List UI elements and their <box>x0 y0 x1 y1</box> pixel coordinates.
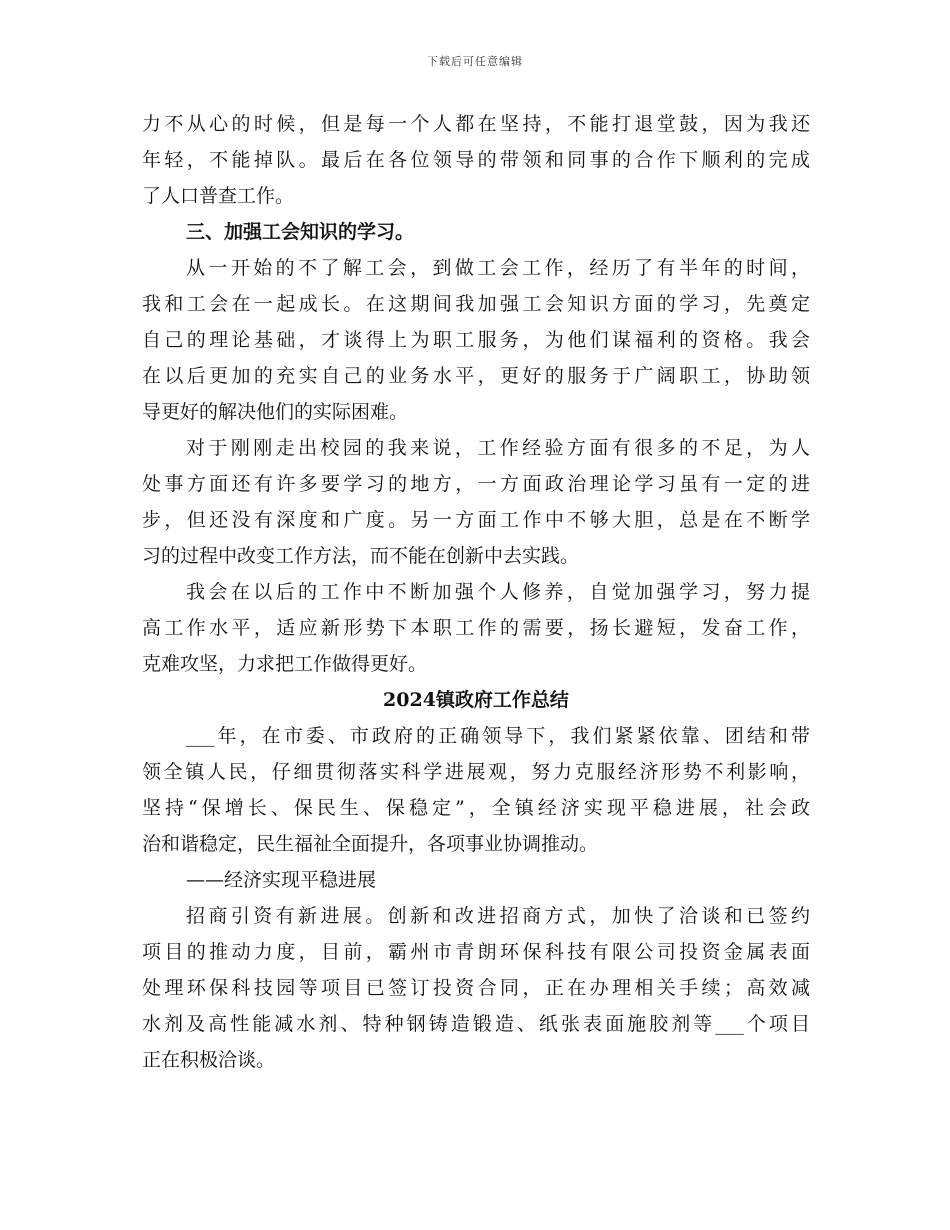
text-line: 在以后更加的充实自己的业务水平，更好的服务于广阔职工，协助领 <box>142 365 810 387</box>
text-line: 治和谐稳定，民生福祉全面提升，各项事业协调推动。 <box>142 833 599 855</box>
text-line: 年轻，不能掉队。最后在各位领导的带领和同事的合作下顺利的完成 <box>142 149 810 171</box>
text-line: 水剂及高性能减水剂、特种钢铸造锻造、纸张表面施胶剂等___个项目 <box>142 1013 810 1035</box>
text-line: 我会在以后的工作中不断加强个人修养，自觉加强学习，努力提 <box>186 581 810 603</box>
document-body <box>142 106 810 1078</box>
text-line: 习的过程中改变工作方法，而不能在创新中去实践。 <box>142 545 580 567</box>
text-line: 力不从心的时候，但是每一个人都在坚持，不能打退堂鼓，因为我还 <box>142 113 810 135</box>
text-line: 了人口普查工作。 <box>142 185 295 207</box>
text-line: 正在积极洽谈。 <box>142 1049 276 1071</box>
text-line: 克难攻坚，力求把工作做得更好。 <box>142 653 428 675</box>
section-heading: 三、加强工会知识的学习。 <box>186 221 415 243</box>
document-title: 2024镇政府工作总结 <box>383 689 569 711</box>
text-line: 我和工会在一起成长。在这期间我加强工会知识方面的学习，先奠定 <box>142 293 810 315</box>
text-line: ___年，在市委、市政府的正确领导下，我们紧紧依靠、团结和带 <box>186 725 810 747</box>
text-line: 导更好的解决他们的实际困难。 <box>142 401 409 423</box>
text-line: 从一开始的不了解工会，到做工会工作，经历了有半年的时间， <box>186 257 810 279</box>
text-line: 自己的理论基础，才谈得上为职工服务，为他们谋福利的资格。我会 <box>142 329 810 351</box>
text-line: 处理环保科技园等项目已签订投资合同，正在办理相关手续；高效减 <box>142 977 810 999</box>
text-line: 步，但还没有深度和广度。另一方面工作中不够大胆，总是在不断学 <box>142 509 810 531</box>
text-line: 项目的推动力度，目前，霸州市青朗环保科技有限公司投资金属表面 <box>142 941 810 963</box>
subsection-heading: ——经济实现平稳进展 <box>186 869 377 891</box>
page-header: 下载后可任意编辑 <box>427 55 523 68</box>
text-line: 坚持“保增长、保民生、保稳定”，全镇经济实现平稳进展，社会政 <box>142 797 810 819</box>
text-line: 领全镇人民，仔细贯彻落实科学进展观，努力克服经济形势不利影响， <box>142 761 810 783</box>
text-line: 招商引资有新进展。创新和改进招商方式，加快了洽谈和已签约 <box>186 905 810 927</box>
text-line: 高工作水平，适应新形势下本职工作的需要，扬长避短，发奋工作， <box>142 617 810 639</box>
text-line: 对于刚刚走出校园的我来说，工作经验方面有很多的不足，为人 <box>186 437 810 459</box>
text-line: 处事方面还有许多要学习的地方，一方面政治理论学习虽有一定的进 <box>142 473 810 495</box>
